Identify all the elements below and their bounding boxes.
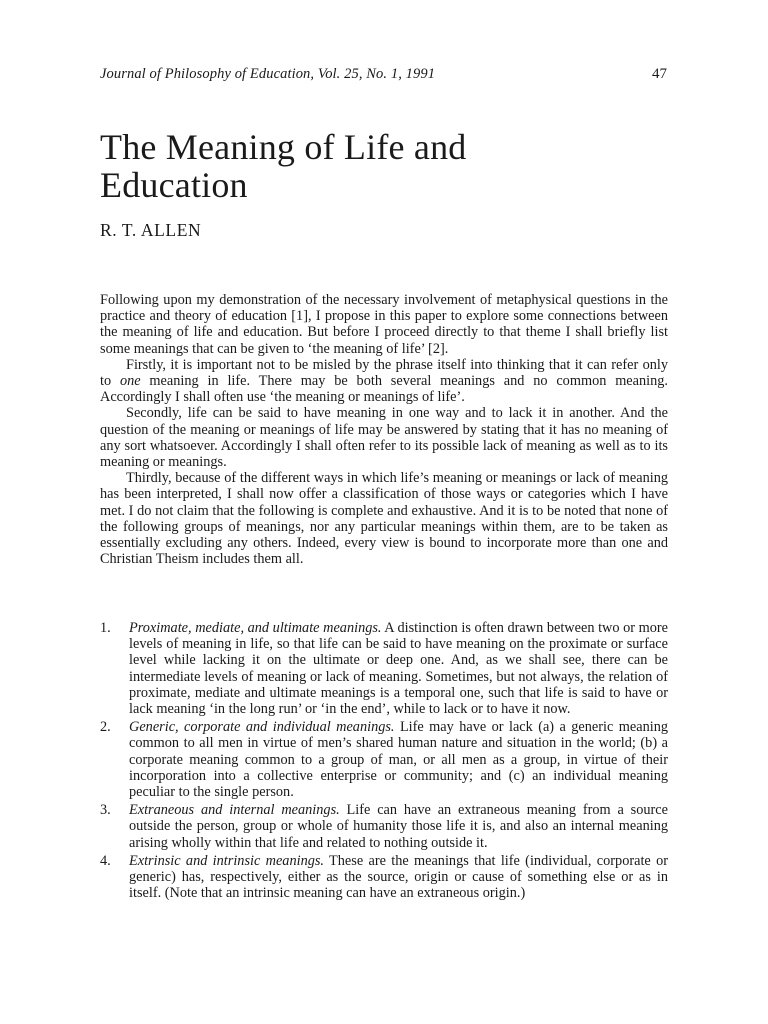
- list-item: [100, 802, 668, 851]
- paragraph-2-emphasis: one: [119, 373, 141, 390]
- paragraph-2-text-a: Firstly, it is important not to be misled by the phrase itself into thinking that it can refer only to: [100, 356, 668, 390]
- list-item-text: [129, 802, 668, 850]
- article-body: [100, 292, 668, 567]
- page-number: 47: [652, 66, 667, 82]
- article-title: The Meaning of Life and Education: [100, 127, 467, 205]
- list-item: [100, 719, 668, 800]
- list-item-heading: Extraneous and internal meanings.: [129, 802, 340, 819]
- list-item-body: Life can have an extraneous meaning from a source outside the person, group or whole of humanity those life it is, and also an internal meaning arising wholly within that life and related to nothing outside it.: [129, 802, 668, 851]
- paragraph-2: [100, 357, 668, 406]
- list-item-text: [129, 853, 668, 901]
- list-item-number: 4.: [100, 852, 111, 869]
- list-item-heading: Proximate, mediate, and ultimate meanings.: [129, 620, 382, 636]
- list-item-heading: Generic, corporate and individual meanings.: [129, 719, 395, 736]
- paragraph-4: Thirdly, because of the different ways in which life’s meaning or meanings or lack of meaning has been interpreted, I shall now offer a classification of those ways or categories which I have met. I do not claim that the following is complete and exhaustive. And it is to be noted that none of the following groups of meanings, nor any particular meanings within them, are to be taken as essentially excluding any others. Indeed, every view is bound to incorporate more than one and Christian Theism includes them all.: [100, 470, 668, 568]
- list-item-text: [129, 719, 668, 800]
- list-item-body: These are the meanings that life (individual, corporate or generic) has, respectively, either as the source, origin or cause of something else or as in itself. (Note that an intrinsic meaning can have an extraneous origin.): [129, 852, 668, 902]
- list-item-text: [129, 620, 668, 717]
- paragraph-1: Following upon my demonstration of the necessary involvement of metaphysical questions in the practice and theory of education [1], I propose in this paper to explore some connections between the meaning of life and education. But before I proceed directly to that theme I shall briefly list some meanings that can be given to ‘the meaning of life’ [2].: [100, 292, 668, 357]
- paragraph-2-text-b: meaning in life. There may be both several meanings and no common meaning. Accordingly I shall often use ‘the meaning or meanings of life’.: [100, 373, 668, 406]
- list-item: [100, 620, 668, 717]
- list-item-body: A distinction is often drawn between two or more levels of meaning in life, so that life can be said to have meaning on the proximate or surface level while lacking it on the ultimate or deep one. And, as we shall see, there can be intermediate levels of meaning or lack of meaning. Sometimes, but not always, the relation of proximate, mediate and ultimate meanings is a temporal one, such that life is said to have or lack meaning ‘in the long run’ or ‘in the end’, while to lack or to have it now.: [129, 620, 668, 718]
- list-item-heading: Extrinsic and intrinsic meanings.: [129, 852, 324, 869]
- journal-running-head: Journal of Philosophy of Education, Vol. 25, No. 1, 1991: [100, 66, 436, 82]
- list-item-body: Life may have or lack (a) a generic meaning common to all men in virtue of men’s shared human nature and situation in the world; (b) a corporate meaning common to a group of man, or all men as a group, in virtue of their incorporation into a collective enterprise or community; and (c) an individual meaning peculiar to the single person.: [129, 719, 668, 801]
- list-item-number: 1.: [100, 620, 111, 636]
- list-item-number: 2.: [100, 719, 111, 736]
- paragraph-3: Secondly, life can be said to have meaning in one way and to lack it in another. And the question of the meaning or meanings of life may be answered by stating that it has no meaning of any sort whatsoever. Accordingly I shall often refer to its possible lack of meaning as well as to its meaning or meanings.: [100, 405, 668, 471]
- meanings-list: [100, 620, 668, 903]
- list-item-number: 3.: [100, 802, 111, 819]
- article-author: R. T. ALLEN: [100, 220, 202, 240]
- list-item: [100, 853, 668, 902]
